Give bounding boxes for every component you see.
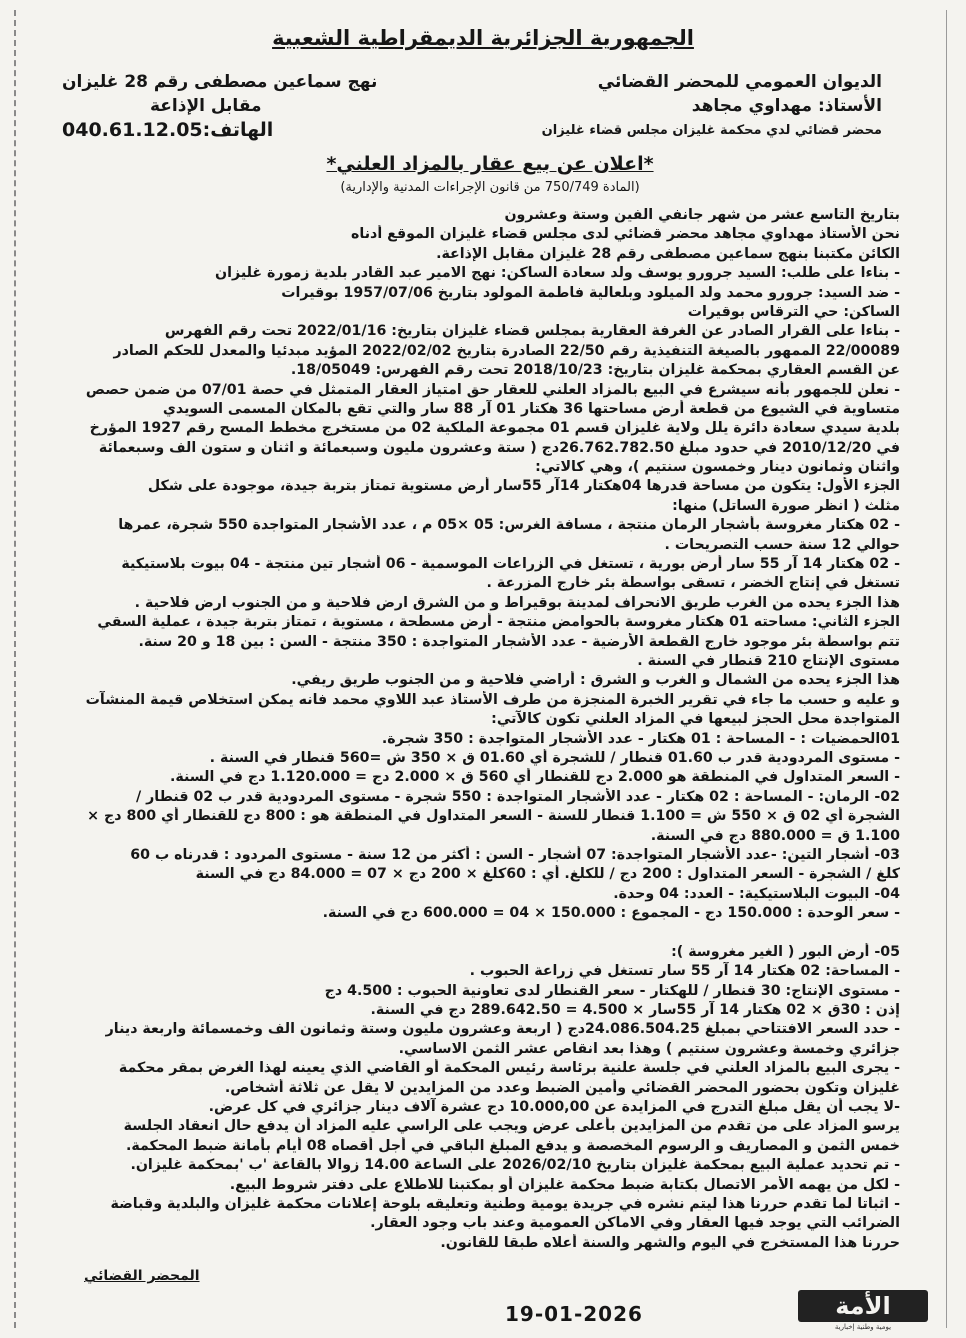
office-name: الديوان العمومي للمحضر القضائي (597, 72, 882, 92)
body-line: 01الحمضيات : - المساحة : 01 هكتار - عدد الأشجار المتواجدة : 350 شجرة. (381, 730, 900, 747)
body-line: نحن الأستاذ مهداوي مجاهد محضر قضائي لدى مجلس قضاء غليزان الموقع أدناه (351, 226, 900, 243)
body-line: الجزء الأول: يتكون من مساحة قدرها 04هكتار 14آر 55سار أرض مستوية تمتاز بتربة جيدة، موجودة على شكل (147, 478, 900, 495)
left-border-line (14, 10, 16, 1328)
logo-name: الأمة (835, 1292, 891, 1320)
body-line: - ضد السيد: جرورو محمد ولد الميلود وبلعالية فاطمة المولود بتاريخ 1957/07/06 بوقيرات (281, 284, 900, 301)
body-line: خمس الثمن و المصاريف و الرسوم المخصصة و يدفع المبلغ الباقي في أجل أقصاه 08 أيام بأمانة ضبط المحكمة. (126, 1137, 900, 1154)
body-line: و عليه و حسب ما جاء في تقرير الخبرة المنجزة من طرف الأستاذ عبد اللاوي محمد فانه يمكن استخلاص قيمة المنشآت (85, 691, 900, 708)
body-line: الجزء الثاني: مساحته 01 هكتار مغروسة بالحوامض منتجة - أرض مسطحة ، مستوية ، تمتاز بتربة جيدة ، عملية السقي (97, 614, 900, 631)
body-line: هذا الجزء يحده من الشمال و الغرب و الشرق : أراضي فلاحية و من الجنوب طريق ريفي. (291, 672, 900, 689)
body-line (64, 923, 900, 942)
publication-date: 19-01-2026 (505, 1302, 643, 1326)
body-line: - 02 هكتار مغروسة بأشجار الرمان منتجة ، مسافة الغرس: 05 ×05 م ، عدد الأشجار المتواجدة 550 شجرة، عمرها (118, 517, 900, 534)
body-line: متساوية في الشيوع من قطعة أرض مساحتها 36 هكتار 01 آر 88 سار والتي تقع بالمكان المسمى السويدي (162, 400, 900, 417)
body-line: - اثباتا لما تقدم حررنا هذا ليتم نشره في جريدة يومية وطنية وتعليقه بلوحة إعلانات محكمة غليزان والبلدية وقباضة (110, 1195, 900, 1212)
body-line: - بناءا على القرار الصادر عن الغرفة العقارية بمجلس قضاء غليزان بتاريخ: 2022/01/16 تحت رقم الفهرس (164, 323, 900, 340)
body-line: حوالي 12 سنة حسب التصريحات . (664, 536, 900, 553)
body-line: الكائن مكتبنا بنهج سماعين مصطفى رقم 28 غليزان مقابل الإذاعة. (436, 245, 900, 262)
logo-tagline: يومية وطنية إخبارية (834, 1323, 892, 1331)
body-line: حررنا هذا المستخرج في اليوم والشهر والسنة أعلاه طبقا للقانون. (440, 1234, 900, 1251)
body-line: - حدد السعر الافتتاحي بمبلغ 24.086.504.25دج ( اربعة وعشرون مليون وستة وثمانون الف وخمسمائة واربعة دينار (105, 1021, 900, 1038)
body-line: الشجرة أي 02 ق × 550 ش = 1.100 قنطار للسنة - السعر المتداول في المنطقة هو : 800 دج للقنطار أي 800 دج × (87, 808, 900, 825)
notice-body (64, 206, 900, 1253)
body-line: الضرائب التي يوجد فيها العقار وفي الاماكن العمومية وعند باب وجود العقار. (370, 1215, 900, 1232)
body-line: - بناءا على طلب: السيد جرورو يوسف ولد سعادة الساكن: نهج الامير عبد القادر بلدية زمورة غليزان (215, 265, 900, 282)
body-line: تستغل في إنتاج الخضر ، تسقى بواسطة بئر خارج المزرعة . (486, 575, 900, 592)
body-line: - تم تحديد عملية البيع بمحكمة غليزان بتاريخ 2026/02/10 على الساعة 14.00 زوالا بالقاعة 'ب 'بمحكمة غليزان. (130, 1157, 900, 1174)
office-phone: 040.61.12.05:الهاتف (62, 119, 274, 141)
body-line: - مستوى المردودية قدر ب 01.60 قنطار / للشجرة أي 01.60 ق × 350 ش =560 قنطار في السنة . (209, 749, 900, 766)
bailiff-name: الأستاذ: مهداوي مجاهد (691, 96, 882, 116)
body-line: يرسو المزاد على من تقدم من المزايدين بأعلى عرض ويجب على الراسي عليه المزاد أن يدفع حال انعقاد الجلسة (123, 1118, 900, 1135)
right-border-line (946, 10, 947, 1328)
body-line: 05- أرض البور ( الغير مغروسة ): (671, 943, 900, 960)
body-line: غليزان وتكون بحضور المحضر القضائي وأمين الضبط وعدد من المزايدين لا يقل عن ثلاثة أشخاص. (224, 1079, 900, 1096)
body-line: 1.100 ق = 880.000 دج في السنة. (650, 827, 900, 844)
office-landmark: مقابل الإذاعة (150, 96, 262, 116)
notice-title: *اعلان عن بيع عقار بالمزاد العلني* (326, 153, 654, 175)
body-line: مثلث ( انظر صورة الساتل) منها: (672, 497, 900, 514)
body-line: واثنان وثمانون دينار وخمسون سنتيم )، وهي كالاتي: (535, 459, 900, 476)
court-affiliation: محضر قضائي لدي محكمة غليزان مجلس قضاء غليزان (541, 123, 882, 138)
newspaper-logo (798, 1290, 928, 1332)
body-line: مستوى الإنتاج 210 قنطار في السنة . (637, 652, 900, 669)
office-address: نهج سماعين مصطفى رقم 28 غليزان (62, 72, 378, 92)
body-line: - نعلن للجمهور بأنه سيشرع في البيع بالمزاد العلني للعقار حق امتياز العقار المتمثل في حصة 07/01 من ضمن حصص (85, 381, 900, 398)
body-line: 22/00089 الممهور بالصيغة التنفيذية رقم 22/50 الصادرة بتاريخ 2022/02/02 المؤيد مبدئيا والمعدل للحكم الصادر (113, 342, 900, 359)
body-line: - 02 هكتار 14 آر 55 سار أرض بورية ، تستغل في الزراعات الموسمية - 06 أشجار تين منتجة - 04 بيوت بلاستيكية (121, 556, 900, 573)
body-line: - المساحة: 02 هكتار 14 آر 55 سار تستغل في زراعة الحبوب . (469, 963, 900, 980)
body-line: - مستوى الإنتاج: 30 قنطار / للهكتار - سعر القنطار لدى تعاونية الحبوب : 4.500 دج (324, 982, 900, 999)
body-line: - سعر الوحدة : 150.000 دج - المجموع : 150.000 × 04 = 600.000 دج في السنة. (322, 905, 900, 922)
body-line: تتم بواسطة بئر موجود خارج القطعة الأرضية - عدد الأشجار المتواجدة : 350 منتجة - السن : بين 18 و 20 سنة. (138, 633, 900, 650)
body-line: بلدية سيدي سعادة دائرة يلل ولاية غليزان قسم 01 مجموعة الملكية 02 من مستخرج مخطط المسح رقم 1927 المؤرخ (89, 420, 900, 437)
body-line: إذن : 30ق × 02 هكتار 14 آر 55سار × 4.500 = 289.642.50 دج في السنة. (370, 1002, 900, 1019)
body-line: - السعر المتداول في المنطقة هو 2.000 دج للقنطار أي 560 ق × 2.000 دج = 1.120.000 دج في السنة. (169, 769, 900, 786)
body-line: هذا الجزء يحده من الغرب طريق الانحراف لمدينة بوقيراط و من الشرق ارض فلاحية و من الجنوب ارض فلاحية . (134, 594, 900, 611)
body-line: كلغ / الشجرة - السعر المتداول : 200 دج / للكلغ. أي : 60كلغ × 200 دج × 07 = 84.000 دج في السنة (195, 866, 900, 883)
body-line: بتاريخ التاسع عشر من شهر جانفي الفين وستة وعشرون (504, 207, 900, 223)
notice-subtitle: (المادة 750/749 من قانون الإجراءات المدنية والإدارية) (340, 180, 640, 195)
body-line: -لا يجب أن يقل مبلغ التدرج في المزايدة عن 10.000,00 دج عشرة آلاف دينار جزائري في كل عرض. (208, 1098, 900, 1115)
body-line: الساكن: حي الترقاس بوقيرات (687, 303, 900, 320)
body-line: عن القسم العقاري بمحكمة غليزان بتاريخ: 2018/10/23 تحت رقم الفهرس: 18/05049. (290, 362, 900, 379)
body-line: 02- الرمان: - المساحة : 02 هكتار - عدد الأشجار المتواجدة : 550 شجرة - مستوى المردودية قدر ب 02 قنطار / (135, 788, 900, 805)
republic-title: الجمهورية الجزائرية الديمقراطية الشعبية (272, 26, 694, 50)
body-line: 03- أشجار التين: -عدد الأشجار المتواجدة: 07 أشجار - السن : أكثر من 12 سنة - مستوى المردود : قدرناه ب 60 (130, 846, 900, 863)
body-line: 04- البيوت البلاستيكية: - العدد: 04 وحدة. (613, 885, 900, 902)
signature-label: المحضر القضائي (84, 1268, 200, 1284)
body-line: جزائري وخمسة وعشرون سنتيم ) وهذا بعد انقاص عشر الثمن الاساسي. (398, 1040, 900, 1057)
body-line: في 2010/12/20 في حدود مبلغ 26.762.782.50دج ( ستة وعشرون مليون وسبعمائة و اثنان و ستون الف وسبعمائة (98, 439, 900, 456)
body-line: - يجرى البيع بالمزاد العلني في جلسة علنية برئاسة رئيس المحكمة أو القاضي الذي يعينه لهذا الغرض بمقر محكمة (118, 1060, 900, 1077)
body-line: المتواجدة محل الحجز لبيعها في المزاد العلني تكون كالآتي: (491, 711, 900, 728)
body-line: - لكل من يهمه الأمر الاتصال بكتابة ضبط محكمة غليزان أو بمكتبنا للاطلاع على دفتر شروط البيع. (229, 1176, 900, 1193)
